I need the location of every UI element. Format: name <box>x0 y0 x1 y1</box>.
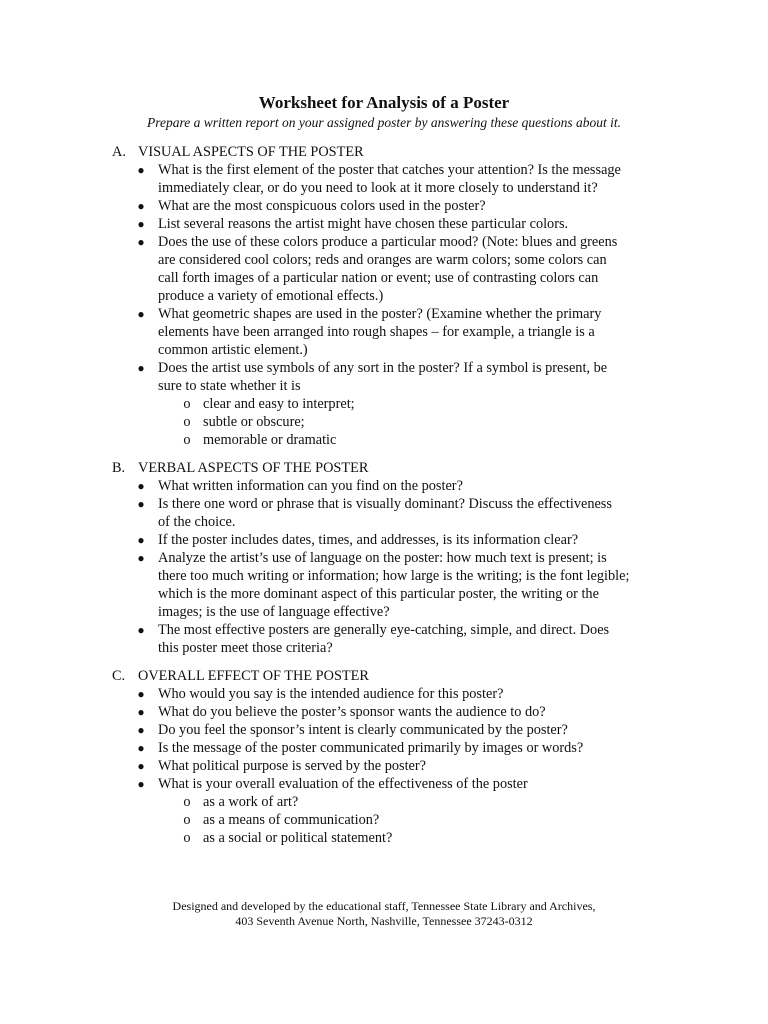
question-line: sure to state whether it is <box>158 378 301 394</box>
bullet-icon: ● <box>137 723 145 737</box>
bullet-icon: ● <box>137 759 145 773</box>
question-line: produce a variety of emotional effects.) <box>158 288 384 304</box>
section-title: VERBAL ASPECTS OF THE POSTER <box>138 460 369 476</box>
question-item <box>112 703 652 721</box>
question-line: Do you feel the sponsor’s intent is clearly communicated by the poster? <box>158 722 568 738</box>
question-line: Is there one word or phrase that is visually dominant? Discuss the effectiveness <box>158 496 612 512</box>
section-letter: B. <box>112 460 126 476</box>
sub-bullet-icon: o <box>183 432 191 448</box>
question-item <box>112 215 652 233</box>
question-item <box>112 161 652 197</box>
question-item <box>112 531 652 549</box>
section-heading <box>112 143 652 161</box>
sub-bullet-icon: o <box>183 396 191 412</box>
bullet-icon: ● <box>137 687 145 701</box>
sub-bullet-icon: o <box>183 414 191 430</box>
section-title: OVERALL EFFECT OF THE POSTER <box>138 668 369 684</box>
question-line: of the choice. <box>158 514 236 530</box>
sub-item-text: clear and easy to interpret; <box>203 396 355 412</box>
bullet-icon: ● <box>137 705 145 719</box>
question-line: this poster meet those criteria? <box>158 640 333 656</box>
question-line: What is the first element of the poster that catches your attention? Is the message <box>158 162 621 178</box>
question-line: Does the use of these colors produce a particular mood? (Note: blues and greens <box>158 234 618 250</box>
bullet-icon: ● <box>137 217 145 231</box>
bullet-icon: ● <box>137 777 145 791</box>
section-c <box>112 667 652 847</box>
question-item <box>112 495 652 531</box>
question-line: immediately clear, or do you need to look at it more closely to understand it? <box>158 180 598 196</box>
sub-item-text: as a social or political statement? <box>203 830 393 846</box>
sub-item <box>158 811 652 829</box>
question-line: common artistic element.) <box>158 342 308 358</box>
question-line: Who would you say is the intended audience for this poster? <box>158 686 504 702</box>
sub-item <box>158 829 652 847</box>
question-item <box>112 621 652 657</box>
question-line: there too much writing or information; how large is the writing; is the font legible; <box>158 568 630 584</box>
sub-item-text: subtle or obscure; <box>203 414 305 430</box>
question-line: images; is the use of language effective? <box>158 604 390 620</box>
question-line: are considered cool colors; reds and oranges are warm colors; some colors can <box>158 252 607 268</box>
question-item <box>112 477 652 495</box>
question-item <box>112 775 652 847</box>
section-letter: A. <box>112 144 126 160</box>
question-item <box>112 721 652 739</box>
question-line: elements have been arranged into rough shapes – for example, a triangle is a <box>158 324 595 340</box>
question-line: What written information can you find on the poster? <box>158 478 463 494</box>
question-item <box>112 739 652 757</box>
sub-list <box>158 395 652 449</box>
question-line: which is the more dominant aspect of this particular poster, the writing or the <box>158 586 599 602</box>
footer <box>0 899 768 929</box>
question-line: What political purpose is served by the poster? <box>158 758 426 774</box>
bullet-icon: ● <box>137 163 145 177</box>
bullet-icon: ● <box>137 361 145 375</box>
question-list <box>112 161 652 449</box>
question-line: What do you believe the poster’s sponsor wants the audience to do? <box>158 704 546 720</box>
section-title: VISUAL ASPECTS OF THE POSTER <box>138 144 364 160</box>
question-line: What are the most conspicuous colors used in the poster? <box>158 198 486 214</box>
question-line: Is the message of the poster communicated primarily by images or words? <box>158 740 584 756</box>
question-item <box>112 757 652 775</box>
footer-line-1: Designed and developed by the educational staff, Tennessee State Library and Archives, <box>172 899 596 913</box>
question-line: List several reasons the artist might have chosen these particular colors. <box>158 216 569 232</box>
section-a <box>112 143 652 449</box>
bullet-icon: ● <box>137 533 145 547</box>
bullet-icon: ● <box>137 623 145 637</box>
section-heading <box>112 667 652 685</box>
footer-line-2: 403 Seventh Avenue North, Nashville, Tennessee 37243-0312 <box>235 914 533 928</box>
question-list <box>112 685 652 847</box>
question-line: What geometric shapes are used in the poster? (Examine whether the primary <box>158 306 602 322</box>
sub-list <box>158 793 652 847</box>
bullet-icon: ● <box>137 741 145 755</box>
question-item <box>112 685 652 703</box>
question-list <box>112 477 652 657</box>
document-title: Worksheet for Analysis of a Poster <box>258 93 510 112</box>
question-line: call forth images of a particular nation or event; use of contrasting colors can <box>158 270 599 286</box>
sub-bullet-icon: o <box>183 794 191 810</box>
section-heading <box>112 459 652 477</box>
question-item <box>112 549 652 621</box>
sub-item-text: as a means of communication? <box>203 812 380 828</box>
question-line: The most effective posters are generally eye-catching, simple, and direct. Does <box>158 622 610 638</box>
bullet-icon: ● <box>137 497 145 511</box>
bullet-icon: ● <box>137 235 145 249</box>
question-item <box>112 197 652 215</box>
sub-item-text: memorable or dramatic <box>203 432 337 448</box>
section-b <box>112 459 652 657</box>
sub-bullet-icon: o <box>183 830 191 846</box>
sub-item-text: as a work of art? <box>203 794 299 810</box>
question-item <box>112 359 652 449</box>
bullet-icon: ● <box>137 199 145 213</box>
question-item <box>112 233 652 305</box>
question-sections <box>112 143 652 857</box>
sub-item <box>158 413 652 431</box>
question-line: Analyze the artist’s use of language on the poster: how much text is present; is <box>158 550 607 566</box>
bullet-icon: ● <box>137 307 145 321</box>
document-subtitle: Prepare a written report on your assigned poster by answering these questions about it. <box>147 115 621 130</box>
section-letter: C. <box>112 668 126 684</box>
sub-bullet-icon: o <box>183 812 191 828</box>
question-line: Does the artist use symbols of any sort in the poster? If a symbol is present, be <box>158 360 608 376</box>
question-line: If the poster includes dates, times, and addresses, is its information clear? <box>158 532 579 548</box>
sub-item <box>158 395 652 413</box>
bullet-icon: ● <box>137 551 145 565</box>
bullet-icon: ● <box>137 479 145 493</box>
question-item <box>112 305 652 359</box>
sub-item <box>158 431 652 449</box>
question-line: What is your overall evaluation of the effectiveness of the poster <box>158 776 528 792</box>
sub-item <box>158 793 652 811</box>
